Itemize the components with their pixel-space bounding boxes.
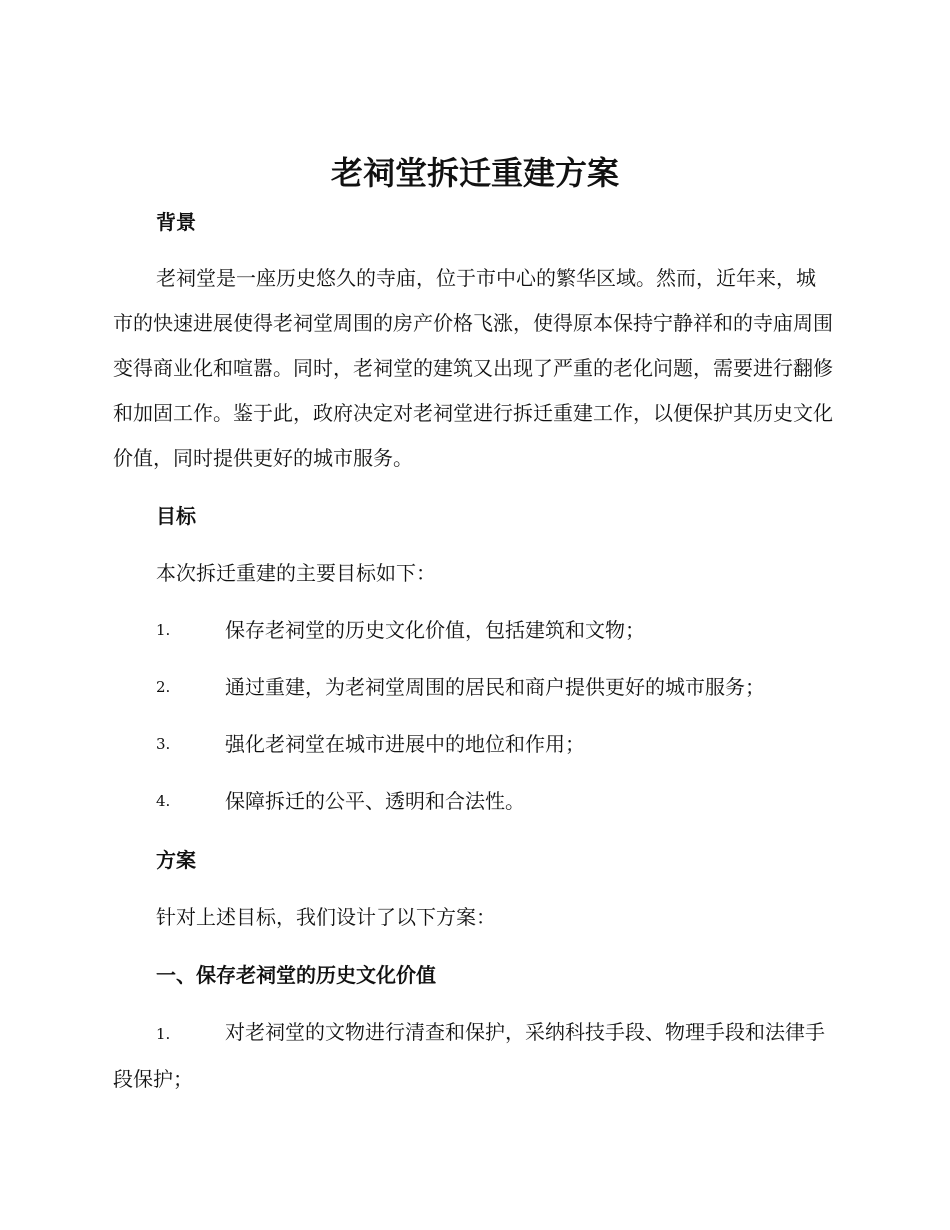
plan-intro: 针对上述目标，我们设计了以下方案： [156,905,496,929]
section1-item-number: 1. [156,1025,171,1043]
goal-item-number: 1. [156,621,171,639]
goal-item-number: 4. [156,792,171,810]
background-heading: 背景 [156,210,196,234]
goals-heading: 目标 [156,504,196,528]
plan-heading: 方案 [156,848,196,872]
background-paragraph: 老祠堂是一座历史悠久的寺庙，位于市中心的繁华区域。然而，近年来，城市的快速进展使得老祠堂周围的房产价格飞涨，使得原本保持宁静祥和的寺庙周围变得商业化和喧嚣。同时，老祠堂的建筑又出现了严重的老化问题，需要进行翻修和加固工作。鉴于此，政府决定对老祠堂进行拆迁重建工作，以便保护其历史文化价值，同时提供更好的城市服务。 [113,266,833,470]
goal-item-text: 保障拆迁的公平、透明和合法性。 [225,789,525,813]
section1-heading: 一、保存老祠堂的历史文化价值 [156,963,436,987]
goal-item-number: 2. [156,678,171,696]
goal-item-text: 强化老祠堂在城市进展中的地位和作用； [225,732,585,756]
goal-item-text: 保存老祠堂的历史文化价值，包括建筑和文物； [225,618,645,642]
section1-item-text: 对老祠堂的文物进行清查和保护，采纳科技手段、物理手段和法律手段保护； [113,1020,825,1091]
goal-item-number: 3. [156,735,171,753]
goal-item-text: 通过重建，为老祠堂周围的居民和商户提供更好的城市服务； [225,675,765,699]
document-title: 老祠堂拆迁重建方案 [330,154,619,192]
section1-item [113,1010,833,1102]
goals-intro: 本次拆迁重建的主要目标如下： [156,561,436,585]
